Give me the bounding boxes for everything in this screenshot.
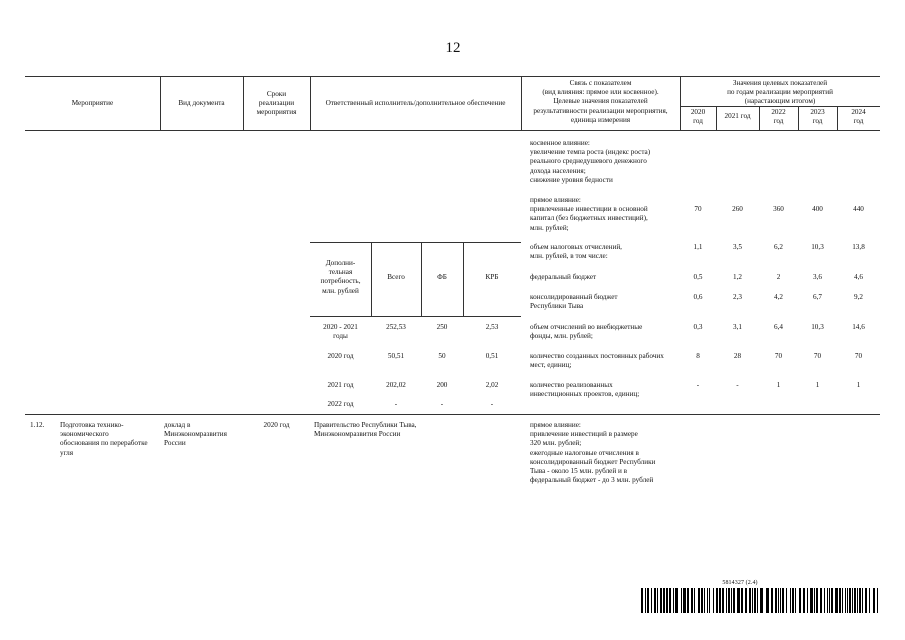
barcode-bar [816,588,818,613]
value-2023: 10,3 [811,323,824,331]
value-2021: 1,2 [733,273,742,281]
row-responsible: Правительство Республики Тыва, Минэкономразвития России [314,421,417,439]
finance-header-total: Всего [387,273,405,281]
barcode-bar [845,588,846,613]
value-2020: 0,5 [693,273,703,281]
value-2022: 4,2 [774,293,783,301]
barcode-bar [778,588,779,613]
indicator-text: количество реализованных инвестиционных проектов, единиц; [530,381,640,399]
value-2023: 70 [813,352,822,360]
header-year-2021: 2021 год [724,112,751,120]
barcode-bar [877,588,878,613]
barcode-bar [701,588,703,613]
barcode-bar [741,588,743,613]
barcode-bar [687,588,689,613]
barcode-bar [792,588,794,613]
barcode-bar [641,588,643,613]
header-year-2024: 2024 год [851,108,866,126]
barcode-bar [865,588,867,613]
barcode-bar [673,588,674,613]
barcode-bar [852,588,853,613]
header-bottom-rule [25,130,880,131]
value-2024: 1 [856,381,861,389]
barcode-bar [847,588,848,613]
barcode-bar [669,588,671,613]
value-2020: 70 [694,205,702,213]
barcode-bar [829,588,830,613]
finance-label: Дополни- тельная потребность, млн. рублей [320,259,361,295]
indicator-text: объем отчислений во внебюджетные фонды, млн. рублей; [530,323,643,341]
finance-total: 202,02 [386,381,406,389]
header-indicator-link: Связь с показателем (вид влияния: прямое или косвенное). Целевые значения показателей результативности реализации мероприятия, единица измерения [533,79,668,124]
indicator-text: объем налоговых отчислений, млн. рублей, в том числе: [530,243,622,261]
barcode-bar [814,588,815,613]
row-number: 1.12. [30,421,45,429]
finance-header-krb: КРБ [485,273,499,281]
barcode-bar [771,588,773,613]
barcode-bar [663,588,665,613]
finance-fb: - [440,400,444,408]
finance-krb: 2,53 [485,323,499,331]
barcode-bar [657,588,658,613]
barcode-bar [737,588,740,613]
finance-period: 2020 год [327,352,354,360]
barcode-bar [782,588,784,613]
barcode-bar [733,588,735,613]
barcode-bar [666,588,668,613]
barcode-bar [807,588,808,613]
value-2024: 4,6 [854,273,863,281]
value-2020: - [696,381,700,389]
barcode-bar [704,588,705,613]
value-2022: 2 [776,273,781,281]
indicator-text: количество созданных постоянных рабочих мест, единиц; [530,352,664,370]
barcode-bar [824,588,825,613]
header-year-2022: 2022 год [771,108,786,126]
value-2023: 400 [812,205,823,213]
header-target-values: Значения целевых показателей по годам реализации мероприятий (нарастающим итогом) [727,79,833,106]
value-2020: 1,1 [693,243,703,251]
indicator-text: федеральный бюджет [530,273,597,281]
barcode-bar [749,588,751,613]
barcode-bar [719,588,721,613]
header-deadline: Сроки реализации мероприятия [256,90,297,117]
header-year-2020: 2020 год [690,108,706,126]
barcode-bar [839,588,841,613]
page-number: 12 [445,40,461,56]
finance-fb: 250 [436,323,448,331]
header-year-2023: 2023 год [810,108,825,126]
barcode-bar [766,588,769,613]
barcode-bar [803,588,805,613]
value-2021: 3,5 [733,243,742,251]
finance-header-bottom-rule [310,316,521,317]
barcode-bar [790,588,791,613]
barcode-bar [760,588,763,613]
finance-period: 2021 год [327,381,354,389]
value-2023: 1 [815,381,820,389]
value-2023: 3,6 [813,273,822,281]
barcode-bar [647,588,649,613]
value-2020: 0,3 [693,323,703,331]
barcode [641,588,881,613]
barcode-bar [835,588,838,613]
value-2024: 440 [853,205,864,213]
header-top-rule [25,76,880,77]
barcode-bar [857,588,858,613]
header-measure: Мероприятие [71,99,114,107]
barcode-bar [757,588,758,613]
barcode-bar [745,588,747,613]
value-2024: 13,8 [852,243,865,251]
barcode-bar [645,588,646,613]
barcode-bar [675,588,678,613]
finance-total: 252,53 [386,323,406,331]
barcode-bar [842,588,843,613]
row-112-rule [25,414,880,415]
barcode-bar [780,588,781,613]
header-doc-type: Вид документа [178,99,225,107]
value-2022: 6,2 [774,243,783,251]
value-2021: 3,1 [733,323,742,331]
barcode-bar [694,588,695,613]
row-indicator-link: прямое влияние: привлечение инвестиций в размере 320 млн. рублей; ежегодные налоговые отчисления в консолидированный бюджет Республики Тыва - около 15 млн. рублей и в федеральный бюджет - до 3 млн. рублей [530,421,656,485]
value-2022: 70 [774,352,783,360]
barcode-bar [709,588,710,613]
header-responsible: Ответственный исполнитель/дополнительное обеспечение [325,99,506,107]
row-deadline: 2020 год [263,421,290,429]
barcode-bar [654,588,656,613]
barcode-bar [831,588,833,613]
finance-header-fb: ФБ [437,273,447,281]
barcode-bar [849,588,851,613]
barcode-bar [707,588,708,613]
barcode-bar [862,588,863,613]
finance-fb: 50 [438,352,446,360]
finance-period: 2020 - 2021 годы [323,323,358,341]
value-2022: 6,4 [774,323,783,331]
value-2021: - [736,381,739,389]
barcode-bar [854,588,856,613]
value-2021: 260 [732,205,743,213]
barcode-bar [820,588,822,613]
barcode-bar [691,588,693,613]
barcode-bar [728,588,730,613]
finance-total: 50,51 [387,352,405,360]
barcode-bar [683,588,686,613]
indirect-impact-text: косвенное влияние: увеличение темпа роста (индекс роста) реального среднедушевого денежного дохода населения; снижение уровня бедности [530,139,651,184]
value-2024: 14,6 [852,323,865,331]
barcode-bar [752,588,753,613]
finance-krb: 0,51 [485,352,499,360]
barcode-bar [726,588,727,613]
barcode-bar [731,588,732,613]
barcode-bar [775,588,777,613]
barcode-bar [827,588,828,613]
barcode-bar [713,588,714,613]
indicator-text: прямое влияние: привлеченные инвестиции в основной капитал (без бюджетных инвестиций), млн. рублей; [530,196,648,232]
finance-period: 2022 год [327,400,354,408]
finance-total: - [394,400,398,408]
value-2023: 10,3 [811,243,824,251]
value-2020: 8 [696,352,700,360]
barcode-bar [795,588,796,613]
barcode-bar [681,588,682,613]
value-2024: 70 [854,352,863,360]
barcode-bar [754,588,756,613]
value-2023: 6,7 [813,293,822,301]
value-2022: 360 [773,205,784,213]
value-2024: 9,2 [854,293,863,301]
value-2021: 2,3 [733,293,742,301]
barcode-bar [810,588,813,613]
row-measure: Подготовка технико- экономического обоснования по переработке угля [60,421,148,457]
barcode-bar [651,588,652,613]
finance-krb: - [490,400,494,408]
indicator-text: консолидированный бюджет Республики Тыва [530,293,618,311]
barcode-bar [869,588,870,613]
barcode-bar [786,588,787,613]
value-2020: 0,6 [693,293,703,301]
barcode-bar [660,588,662,613]
barcode-bar [698,588,700,613]
finance-top-rule [310,242,521,243]
finance-fb: 200 [436,381,448,389]
barcode-bar [716,588,718,613]
value-2022: 1 [776,381,781,389]
barcode-bar [722,588,724,613]
row-doc-type: доклад в Минэкономразвития России [164,421,227,448]
barcode-label: 5814327 (2.4) [722,580,758,586]
barcode-bar [799,588,801,613]
value-2021: 28 [733,352,742,360]
finance-krb: 2,02 [485,381,499,389]
barcode-bar [873,588,875,613]
barcode-bar [859,588,861,613]
